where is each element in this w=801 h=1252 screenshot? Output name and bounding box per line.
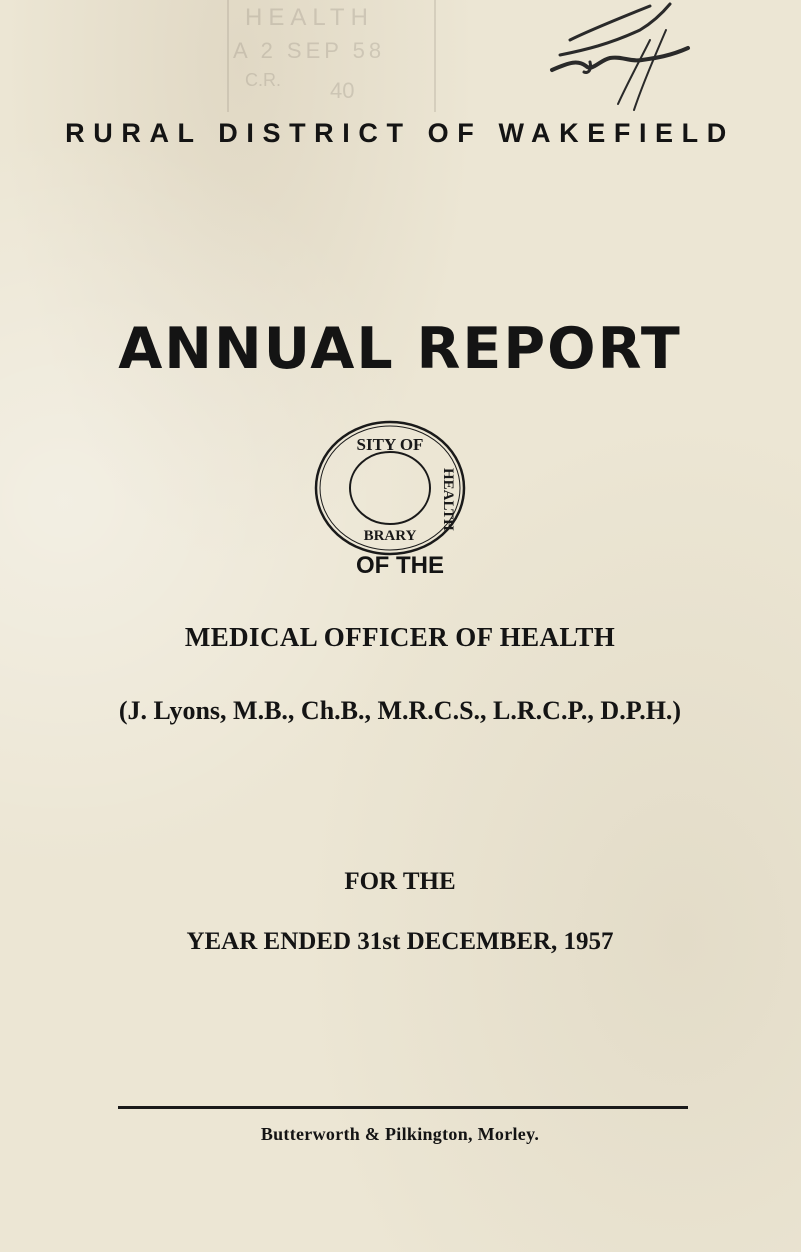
stamp-line-4: 40 (330, 78, 355, 103)
divider-rule (118, 1106, 688, 1109)
report-title: ANNUAL REPORT (118, 316, 682, 382)
of-the-label: OF THE (356, 552, 444, 579)
for-the-label: FOR THE (344, 868, 456, 895)
received-date-stamp (225, 0, 440, 118)
seal-right-text: HEALTH (440, 468, 456, 531)
stamp-line-1: HEALTH (245, 4, 374, 31)
officer-title: MEDICAL OFFICER OF HEALTH (184, 622, 616, 652)
stamp-line-2: A 2 SEP 58 (233, 38, 386, 63)
officer-qualifications: (J. Lyons, M.B., Ch.B., M.R.C.S., L.R.C.P., D.P.H.) (118, 696, 682, 725)
printer-imprint: Butterworth & Pilkington, Morley. (260, 1124, 540, 1144)
stamp-line-3: C.R. (245, 70, 281, 90)
seal-bottom-text: BRARY (363, 528, 417, 544)
seal-top-text: SITY OF (356, 435, 424, 454)
library-seal-stamp (308, 416, 472, 564)
district-name: RURAL DISTRICT OF WAKEFIELD (65, 118, 735, 148)
handwritten-signature (530, 0, 700, 130)
report-period: YEAR ENDED 31st DECEMBER, 1957 (186, 928, 614, 955)
